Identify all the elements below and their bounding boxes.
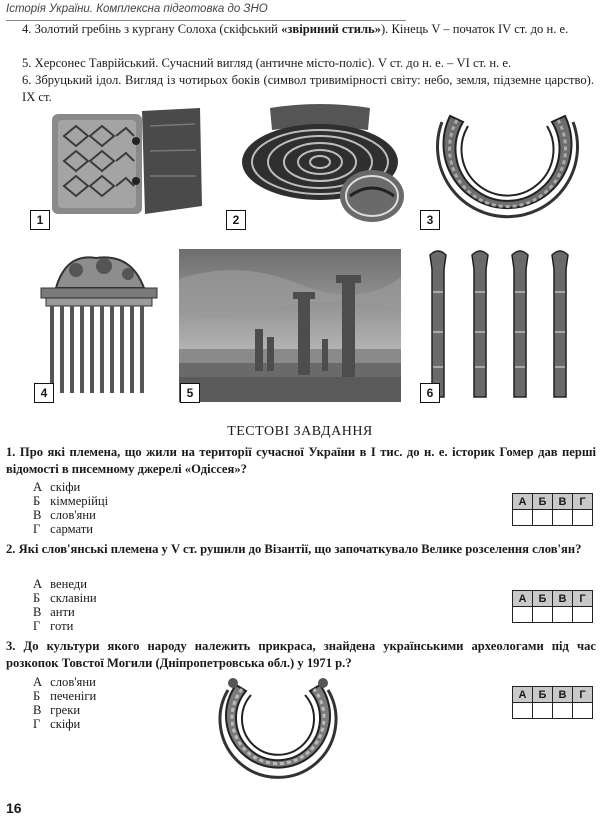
caption-item-4 <box>22 21 594 38</box>
option-text: скіфи <box>50 717 81 731</box>
photo-number-4: 4 <box>34 383 54 403</box>
question-1-option-a[interactable] <box>33 480 80 494</box>
question-3-option-c[interactable] <box>33 703 80 717</box>
caption-item-6: 6. Збруцький ідол. Вигляд із чотирьох боків (символ тривимірності світу: небо, земля, підземне царство). IX ст. <box>22 73 594 104</box>
caption-item-4-text-c: ). Кінець V – початок IV ст. до н. е. <box>380 22 569 36</box>
answer-cell-b[interactable] <box>533 607 553 623</box>
photo-number-5: 5 <box>180 383 200 403</box>
answer-cell-d[interactable] <box>573 607 593 623</box>
answer-header-d: Г <box>573 494 593 510</box>
answer-cell-a[interactable] <box>513 703 533 719</box>
answer-cell-d[interactable] <box>573 510 593 526</box>
answer-header-c: В <box>553 494 573 510</box>
option-text: венеди <box>50 577 87 591</box>
answer-header-a: А <box>513 591 533 607</box>
answer-cell-a[interactable] <box>513 510 533 526</box>
option-text: анти <box>50 605 75 619</box>
photo-pottery <box>240 100 405 225</box>
question-3-option-d[interactable] <box>33 717 80 731</box>
answer-cell-c[interactable] <box>553 510 573 526</box>
caption-item-4-text-b: «звіриний стиль» <box>281 22 381 36</box>
question-3-text: 3. До культури якого народу належить прикраса, знайдена українськими археологами під час розкопок Товстої Могили (Дніпропетровська обл.) у 1971 р.? <box>6 639 596 670</box>
option-letter: Б <box>33 689 41 703</box>
answer-header-c: В <box>553 687 573 703</box>
option-text: склавіни <box>50 591 97 605</box>
photo-number-2: 2 <box>226 210 246 230</box>
question-1-option-d[interactable] <box>33 522 93 536</box>
photo-pectoral-tovsta-mohyla <box>218 675 338 793</box>
question-2-option-b[interactable] <box>33 591 97 605</box>
question-2-option-c[interactable] <box>33 605 75 619</box>
caption-item-5: 5. Херсонес Таврійський. Сучасний вигляд (античне місто-поліс). V ст. до н. е. – VI ст. н. е. <box>22 56 512 70</box>
answer-header-b: Б <box>533 591 553 607</box>
answer-header-b: Б <box>533 687 553 703</box>
photo-number-1: 1 <box>30 210 50 230</box>
question-3-option-a[interactable] <box>33 675 96 689</box>
photo-pectoral <box>430 104 585 234</box>
question-1-text: 1. Про які племена, що жили на території сучасної України в І тис. до н. е. історик Гомер дав перші відомості в писемному джерелі «Одіссея»? <box>6 445 596 476</box>
answer-cell-b[interactable] <box>533 510 553 526</box>
photo-number-6: 6 <box>420 383 440 403</box>
option-letter: В <box>33 508 42 522</box>
photo-comb-fragment <box>50 106 205 221</box>
option-text: кіммерійці <box>50 494 109 508</box>
option-letter: А <box>33 675 43 689</box>
answer-cell-d[interactable] <box>573 703 593 719</box>
option-letter: В <box>33 703 42 717</box>
answer-cell-c[interactable] <box>553 607 573 623</box>
option-text: слов'яни <box>50 508 96 522</box>
answer-cell-a[interactable] <box>513 607 533 623</box>
option-text: готи <box>50 619 74 633</box>
option-letter: Г <box>33 522 41 536</box>
photo-number-3: 3 <box>420 210 440 230</box>
option-letter: А <box>33 480 43 494</box>
question-2-answer-grid <box>512 590 593 623</box>
answer-header-a: А <box>513 687 533 703</box>
answer-header-a: А <box>513 494 533 510</box>
photo-chersonesus <box>179 249 401 402</box>
answer-header-d: Г <box>573 591 593 607</box>
question-1-option-b[interactable] <box>33 494 108 508</box>
option-letter: Г <box>33 717 41 731</box>
option-text: слов'яни <box>50 675 96 689</box>
question-1-option-c[interactable] <box>33 508 96 522</box>
running-header: Історія України. Комплексна підготовка до ЗНО <box>6 3 406 21</box>
question-1-answer-grid <box>512 493 593 526</box>
option-text: печеніги <box>50 689 97 703</box>
option-text: греки <box>50 703 81 717</box>
answer-cell-c[interactable] <box>553 703 573 719</box>
question-2-option-d[interactable] <box>33 619 73 633</box>
option-letter: В <box>33 605 42 619</box>
option-text: скіфи <box>50 480 81 494</box>
option-letter: Г <box>33 619 41 633</box>
option-letter: Б <box>33 494 41 508</box>
answer-header-c: В <box>553 591 573 607</box>
option-letter: Б <box>33 591 41 605</box>
option-letter: А <box>33 577 43 591</box>
answer-header-b: Б <box>533 494 553 510</box>
page-number: 16 <box>6 800 22 816</box>
option-text: сармати <box>50 522 93 536</box>
photo-golden-comb <box>36 248 161 398</box>
question-2-text: 2. Які слов'янські племена у V ст. рушили до Візантії, що започаткувало Велике розселення слов'ян? <box>6 542 582 556</box>
question-3-answer-grid <box>512 686 593 719</box>
answer-header-d: Г <box>573 687 593 703</box>
question-2-option-a[interactable] <box>33 577 87 591</box>
section-title: ТЕСТОВІ ЗАВДАННЯ <box>227 424 373 439</box>
answer-cell-b[interactable] <box>533 703 553 719</box>
photo-zbruch-idol <box>420 247 580 402</box>
question-3-option-b[interactable] <box>33 689 96 703</box>
caption-item-4-text-a: 4. Золотий гребінь з кургану Солоха (скіфський <box>22 22 282 36</box>
